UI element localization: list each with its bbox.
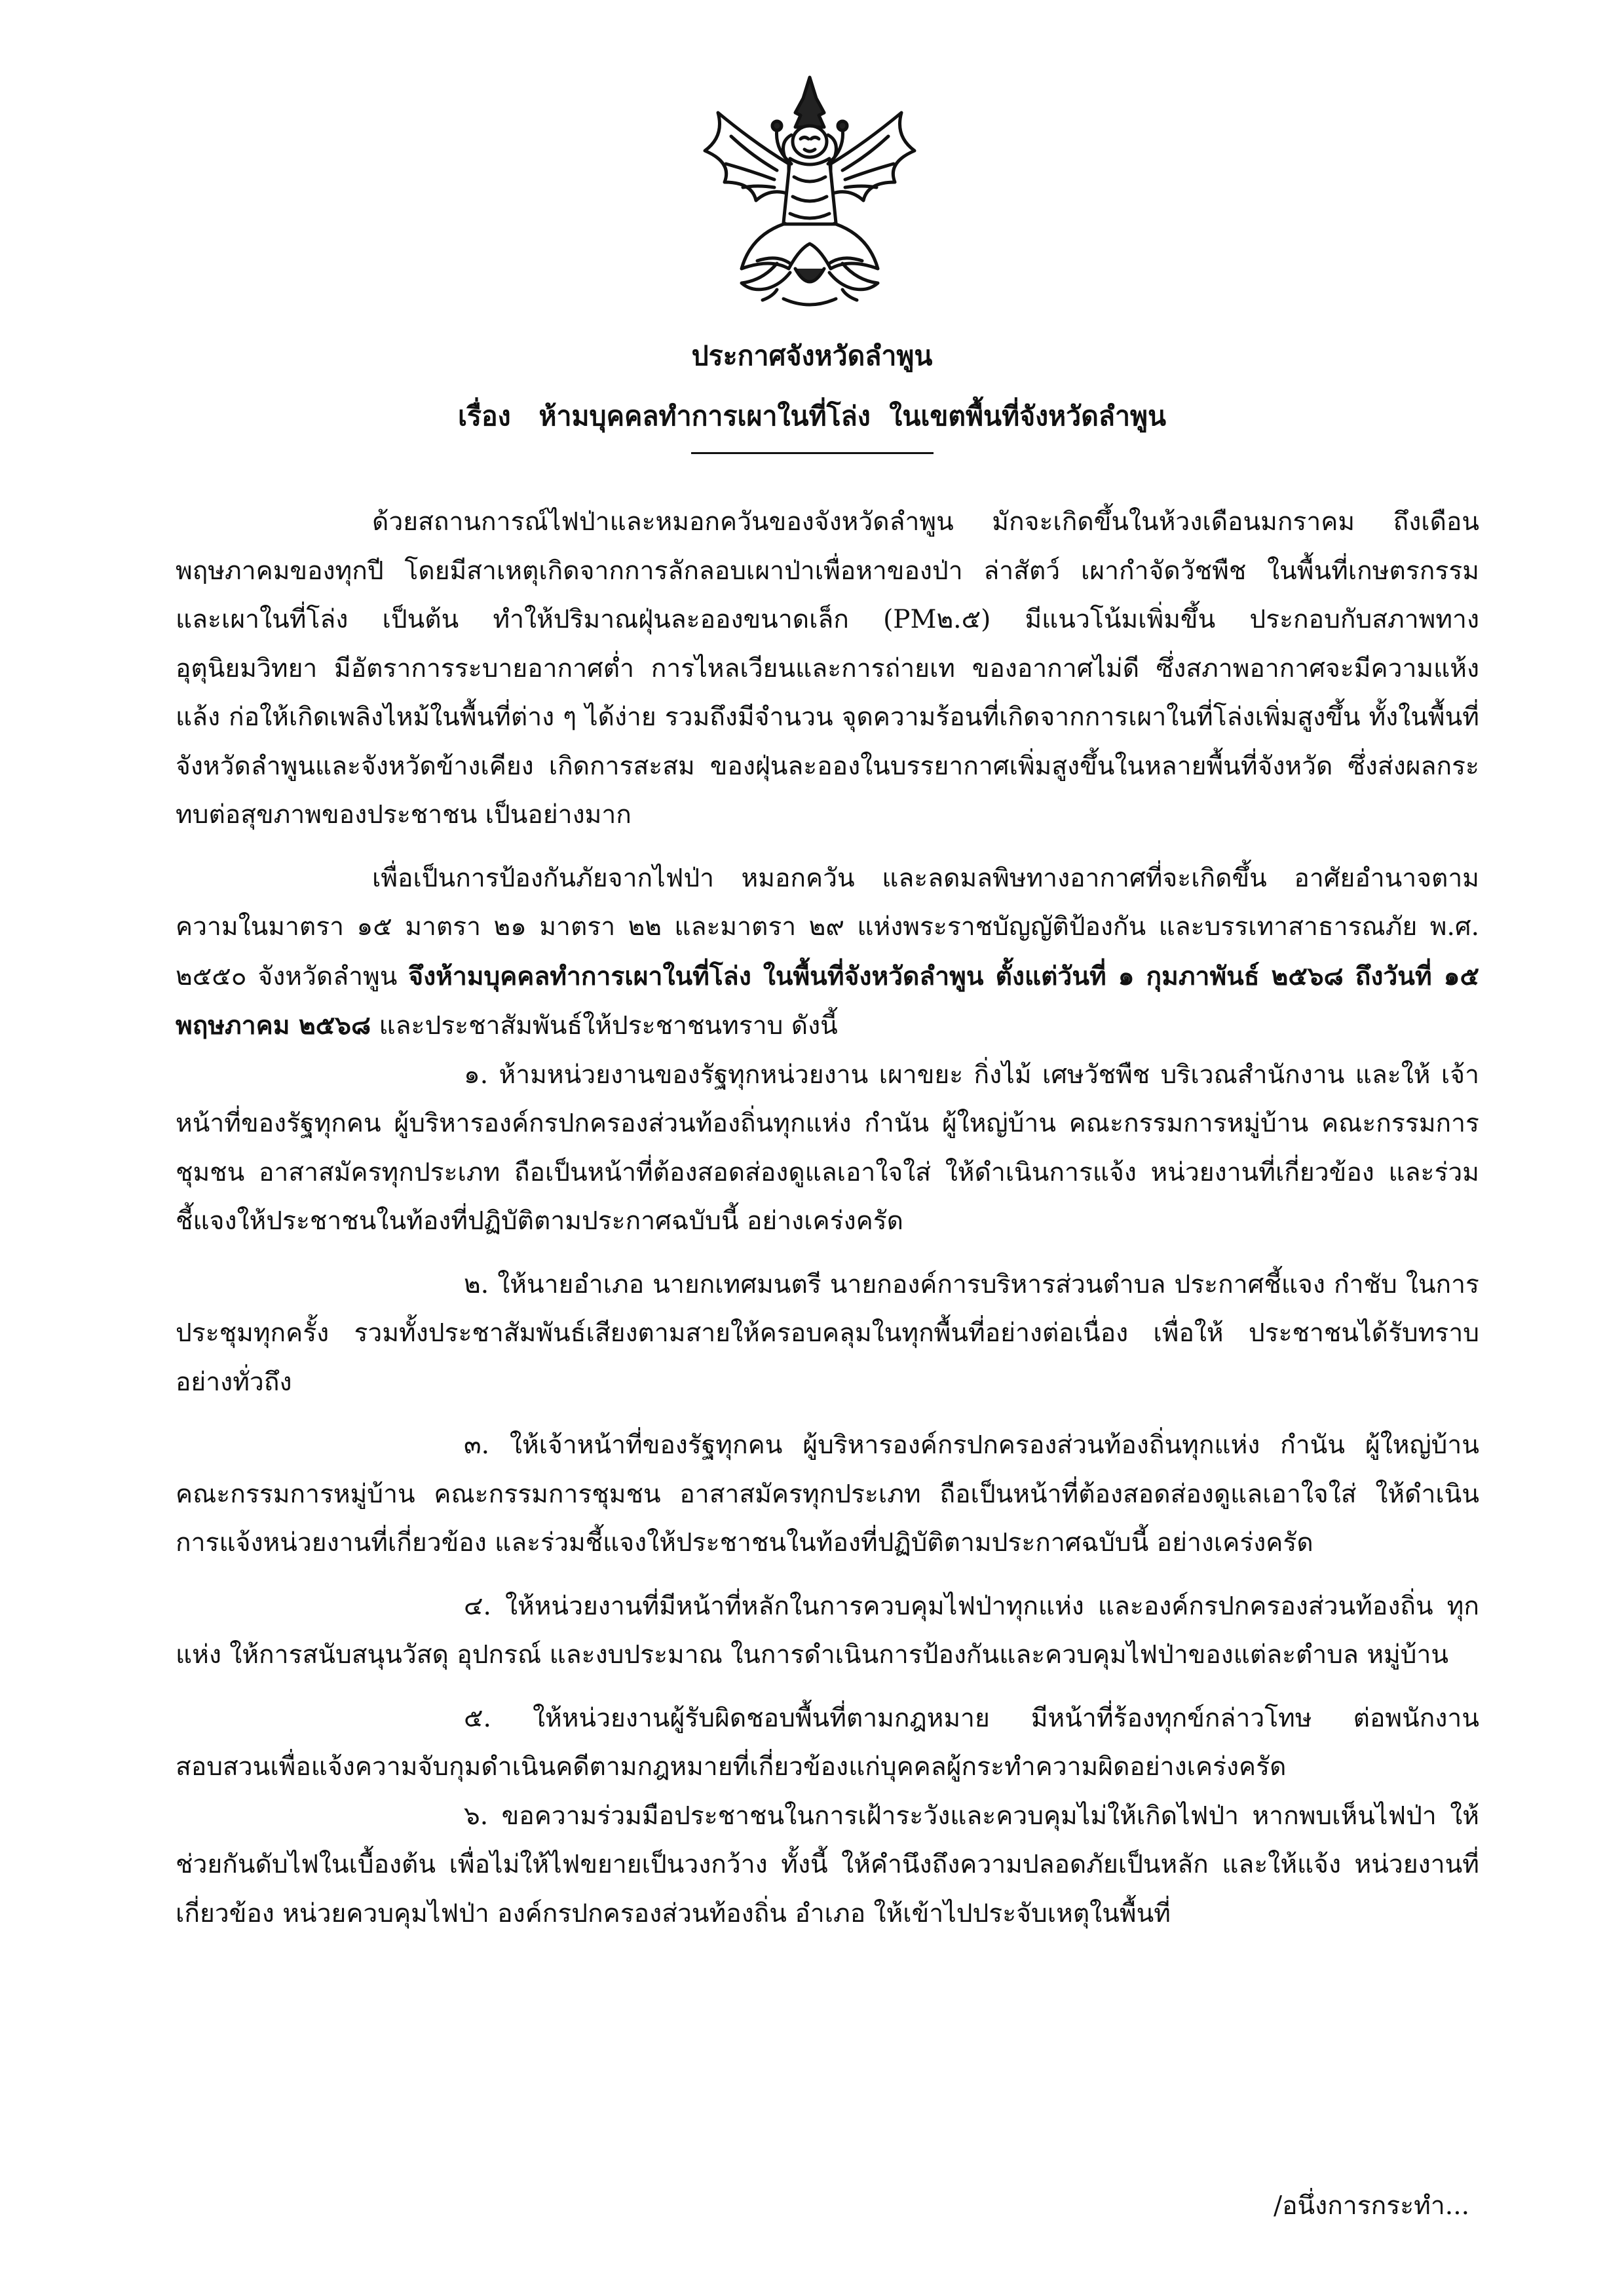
announcement-body: [176, 498, 1479, 1938]
list-item: ๔. ให้หน่วยงานที่มีหน้าที่หลักในการควบคุมไฟป่าทุกแห่ง และองค์กรปกครองส่วนท้องถิ่น ทุกแห่ง ให้การสนับสนุนวัสดุ อุปกรณ์ และงบประมาณ ในการดำเนินการป้องกันและควบคุมไฟป่าของแต่ละตำบล หมู่บ้าน: [176, 1591, 1479, 1670]
paragraph-order: [176, 854, 1479, 1051]
list-item: ๕. ให้หน่วยงานผู้รับผิดชอบพื้นที่ตามกฎหมาย มีหน้าที่ร้องทุกข์กล่าวโทษ ต่อพนักงาน สอบสวนเพื่อแจ้งความจับกุมดำเนินคดีตามกฎหมายที่เกี่ยวข้องแก่บุคคลผู้กระทำความผิดอย่างเคร่งครัด: [176, 1703, 1479, 1782]
list-item: ๓. ให้เจ้าหน้าที่ของรัฐทุกคน ผู้บริหารองค์กรปกครองส่วนท้องถิ่นทุกแห่ง กำนัน ผู้ใหญ่บ้าน คณะกรรมการหมู่บ้าน คณะกรรมการชุมชน อาสาสมัครทุกประเภท ถือเป็นหน้าที่ต้องสอดส่องดูแลเอาใจใส่ ให้ดำเนินการแจ้งหน่วยงานที่เกี่ยวข้อง และร่วมชี้แจงให้ประชาชนในท้องที่ปฏิบัติตามประกาศฉบับนี้ อย่างเคร่งครัด: [176, 1430, 1479, 1558]
continuation-note: /อนึ่งการกระทำ...: [1273, 2191, 1469, 2221]
order-prohibition: จึงห้ามบุคคลทำการเผาในที่โล่ง ในพื้นที่จังหวัดลำพูน ตั้งแต่วันที่ ๑ กุมภาพันธ์ ๒๕๖๘ ถึงวันที่ ๑๕ พฤษภาคม ๒๕๖๘: [176, 961, 1479, 1041]
list-item: ๖. ขอความร่วมมือประชาชนในการเฝ้าระวังและควบคุมไม่ให้เกิดไฟป่า หากพบเห็นไฟป่า ให้ช่วยกันดับไฟในเบื้องต้น เพื่อไม่ให้ไฟขยายเป็นวงกว้าง ทั้งนี้ ให้คำนึงถึงความปลอดภัยเป็นหลัก และให้แจ้ง หน่วยงานที่เกี่ยวข้อง หน่วยควบคุมไฟป่า องค์กรปกครองส่วนท้องถิ่น อำเภอ ให้เข้าไปประจับเหตุในพื้นที่: [176, 1801, 1479, 1928]
paragraph-situation: ด้วยสถานการณ์ไฟป่าและหมอกควันของจังหวัดลำพูน มักจะเกิดขึ้นในห้วงเดือนมกราคม ถึงเดือนพฤษภาคมของทุกปี โดยมีสาเหตุเกิดจากการลักลอบเผาป่าเพื่อหาของป่า ล่าสัตว์ เผากำจัดวัชพืช ในพื้นที่เกษตรกรรม และเผาในที่โล่ง เป็นต้น ทำให้ปริมาณฝุ่นละอองขนาดเล็ก (PM๒.๕) มีแนวโน้มเพิ่มขึ้น ประกอบกับสภาพทางอุตุนิยมวิทยา มีอัตราการระบายอากาศต่ำ การไหลเวียนและการถ่ายเท ของอากาศไม่ดี ซึ่งสภาพอากาศจะมีความแห้งแล้ง ก่อให้เกิดเพลิงไหม้ในพื้นที่ต่าง ๆ ได้ง่าย รวมถึงมีจำนวน จุดความร้อนที่เกิดจากการเผาในที่โล่งเพิ่มสูงขึ้น ทั้งในพื้นที่จังหวัดลำพูนและจังหวัดข้างเคียง เกิดการสะสม ของฝุ่นละอองในบรรยากาศเพิ่มสูงขึ้นในหลายพื้นที่จังหวัด ซึ่งส่งผลกระทบต่อสุขภาพของประชาชน เป็นอย่างมาก: [176, 507, 1479, 830]
announcement-title: ประกาศจังหวัดลำพูน: [691, 340, 933, 372]
list-item: ๒. ให้นายอำเภอ นายกเทศมนตรี นายกองค์การบริหารส่วนตำบล ประกาศชี้แจง กำชับ ในการประชุมทุกครั้ง รวมทั้งประชาสัมพันธ์เสียงตามสายให้ครอบคลุมในทุกพื้นที่อย่างต่อเนื่อง เพื่อให้ ประชาชนได้รับทราบอย่างทั่วถึง: [176, 1269, 1479, 1397]
list-item: ๑. ห้ามหน่วยงานของรัฐทุกหน่วยงาน เผาขยะ กิ่งไม้ เศษวัชพืช บริเวณสำนักงาน และให้ เจ้าหน้าที่ของรัฐทุกคน ผู้บริหารองค์กรปกครองส่วนท้องถิ่นทุกแห่ง กำนัน ผู้ใหญ่บ้าน คณะกรรมการหมู่บ้าน คณะกรรมการชุมชน อาสาสมัครทุกประเภท ถือเป็นหน้าที่ต้องสอดส่องดูแลเอาใจใส่ ให้ดำเนินการแจ้ง หน่วยงานที่เกี่ยวข้อง และร่วมชี้แจงให้ประชาชนในท้องที่ปฏิบัติตามประกาศฉบับนี้ อย่างเคร่งครัด: [176, 1060, 1479, 1236]
order-closing: และประชาสัมพันธ์ให้ประชาชนทราบ ดังนี้: [371, 1011, 838, 1041]
order-legal-basis: เพื่อเป็นการป้องกันภัยจากไฟป่า หมอกควัน และลดมลพิษทางอากาศที่จะเกิดขึ้น อาศัยอำนาจตามความในมาตรา ๑๕ มาตรา ๒๑ มาตรา ๒๒ และมาตรา ๒๙ แห่งพระราชบัญญัติป้องกัน และบรรเทาสาธารณภัย พ.ศ. ๒๕๕๐ จังหวัดลำพูน: [176, 863, 1479, 991]
announcement-subject: เรื่อง ห้ามบุคคลทำการเผาในที่โล่ง ในเขตพื้นที่จังหวัดลำพูน: [457, 400, 1167, 432]
garuda-emblem-icon: [679, 72, 941, 315]
title-divider: [691, 452, 934, 454]
